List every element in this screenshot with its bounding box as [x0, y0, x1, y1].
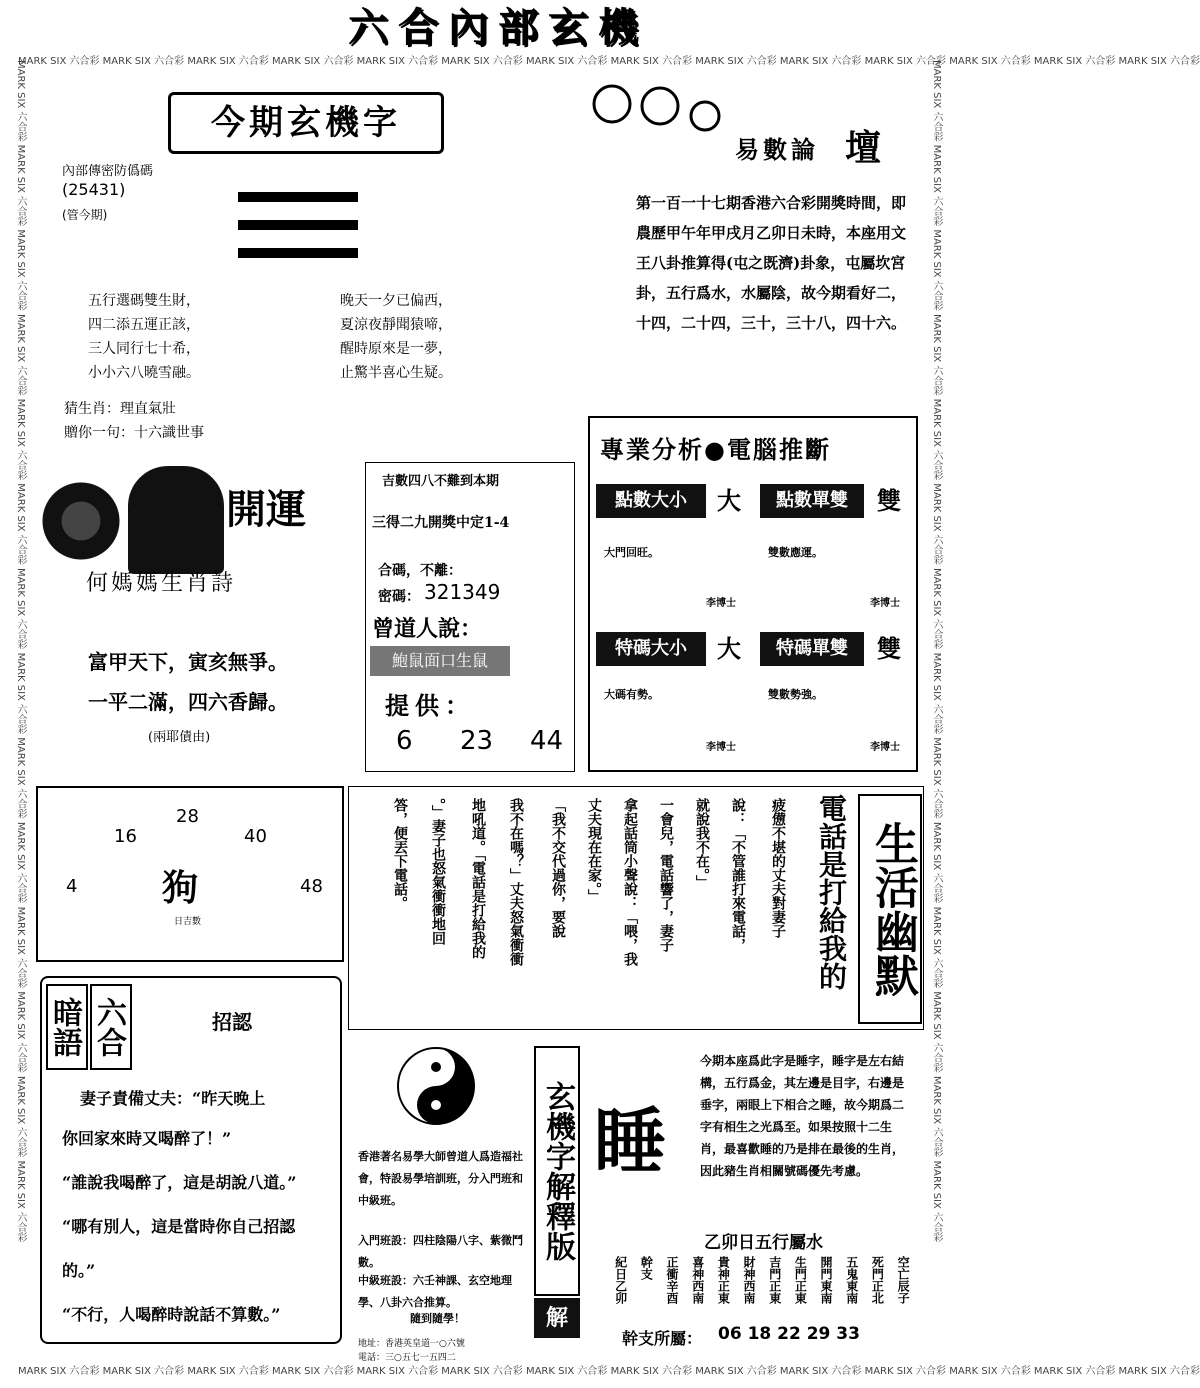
- anyu-line: “哪有別人，這是當時你自己招認: [62, 1217, 296, 1236]
- poem2-line2: 一平二滿，四六香歸。: [88, 690, 288, 714]
- anyu-line: 的。”: [62, 1261, 96, 1280]
- left-border-strip: MARK SIX 六合彩 MARK SIX 六合彩 MARK SIX 六合彩 MARK SIX 六合彩 MARK SIX 六合彩 MARK SIX 六合彩 MARK SIX 六合彩 MARK SIX 六合彩 MARK SIX 六合彩 MARK SIX 六合彩 MARK SIX 六合彩 MARK SIX 六合彩 MARK SIX 六合彩 MARK SIX 六合彩: [15, 60, 26, 1243]
- portrait-image: [128, 466, 224, 574]
- xuanji-vertical-title: 玄機字解釋版: [534, 1046, 580, 1296]
- banner-today-word: 今期玄機字: [168, 92, 444, 154]
- almanac-head: 死門: [870, 1256, 885, 1280]
- luck-caption: 日吉數: [174, 917, 202, 927]
- bottom-border-strip: MARK SIX 六合彩 MARK SIX 六合彩 MARK SIX 六合彩 MARK SIX 六合彩 MARK SIX 六合彩 MARK SIX 六合彩 MARK SIX 六合彩 MARK SIX 六合彩 MARK SIX 六合彩 MARK SIX 六合彩 MARK SIX 六合彩 MARK SIX 六合彩 MARK SIX 六合彩 MARK SIX 六合彩: [18, 1366, 1200, 1377]
- poem-left-line: 五行選碼雙生財，: [88, 293, 200, 309]
- almanac-head: 財神: [742, 1256, 757, 1280]
- almanac-column: [707, 1256, 733, 1316]
- poem-left-line: 三人同行七十希，: [88, 341, 200, 357]
- xuanji-paragraph: 今期本座爲此字是睡字，睡字是左右結構，五行爲金，其左邊是目字，右邊是垂字，兩眼上下相合之睡，故今期爲二字有相生之光爲至。如果按照十二生肖，最喜歡睡的乃是排在最後的生肖，因此豬生肖相關號碼優先考慮。: [700, 1054, 905, 1178]
- poem-left-line: 四二添五運正該，: [88, 317, 200, 333]
- master-address: [358, 1336, 465, 1349]
- almanac-head: 正衝: [665, 1256, 680, 1280]
- luck-zodiac: 狗: [162, 867, 199, 909]
- analysis-comment: 雙數應運。: [768, 546, 823, 559]
- master-address-label: 地址：: [358, 1339, 386, 1349]
- right-border-strip: MARK SIX 六合彩 MARK SIX 六合彩 MARK SIX 六合彩 MARK SIX 六合彩 MARK SIX 六合彩 MARK SIX 六合彩 MARK SIX 六合彩 MARK SIX 六合彩 MARK SIX 六合彩 MARK SIX 六合彩 MARK SIX 六合彩 MARK SIX 六合彩 MARK SIX 六合彩 MARK SIX 六合彩: [931, 60, 942, 1243]
- ganzhi-label: 幹支所屬：: [622, 1329, 703, 1348]
- analysis-value: 大: [717, 486, 741, 515]
- tips-line2: 三得二九開獎中定1-4: [372, 515, 510, 531]
- master-ru: 入門班設：四柱陰陽八字、紫微鬥數。: [358, 1234, 523, 1269]
- anyu-line: 妻子責備丈夫：“昨天晚上: [80, 1089, 266, 1108]
- almanac-column: [758, 1256, 784, 1316]
- zeng-title: 曾道人說：: [372, 616, 483, 642]
- luck-number: 48: [300, 876, 323, 897]
- analysis-panel: [588, 416, 918, 772]
- humor-column: 拿起話筒小聲說：「喂，我: [622, 798, 638, 966]
- luck-number: 16: [114, 826, 137, 847]
- almanac-column: [681, 1256, 707, 1316]
- almanac-val: 西南: [742, 1280, 757, 1304]
- gift-phrase: 贈你一句：十六識世事: [64, 425, 204, 441]
- almanac-column: [835, 1256, 861, 1316]
- master-address-value: 香港英皇道一○六號: [385, 1339, 465, 1349]
- emblem-icon: [36, 476, 126, 566]
- humor-column: 「我不交代過你，要說: [550, 798, 566, 938]
- anyu-line: “誰說我喝醉了，這是胡說八道。”: [62, 1173, 297, 1192]
- poem-right-line: 止驚半喜心生疑。: [340, 365, 452, 381]
- portrait-side-text: 開運: [226, 486, 306, 533]
- almanac-val: 西南: [690, 1280, 705, 1304]
- poem-right-line: 醒時原來是一夢，: [340, 341, 452, 357]
- analysis-comment: 大門回旺。: [604, 546, 659, 559]
- almanac-val: 辛酉: [665, 1280, 680, 1304]
- almanac-table: [604, 1256, 912, 1316]
- analysis-sign: 李博士: [706, 742, 736, 753]
- analysis-sign: 李博士: [870, 742, 900, 753]
- analysis-label: 點數大小: [596, 484, 706, 518]
- master-welcome: 隨到隨學！: [410, 1312, 465, 1325]
- anyu-line: 你回家來時又喝醉了！”: [62, 1129, 232, 1148]
- humor-column: 我不在嗎？」丈夫怒氣衝衝: [508, 798, 524, 966]
- almanac-head: 五鬼: [844, 1256, 859, 1280]
- yishu-title: 易數論: [735, 135, 819, 164]
- xuanji-tag: 解: [534, 1298, 580, 1338]
- analysis-label: 特碼大小: [596, 632, 706, 666]
- humor-column: 答，便丟下電話。: [392, 798, 408, 910]
- humor-column: 地吼道。「電話是打給我的: [470, 798, 486, 959]
- portrait-caption: 何媽媽生肖詩: [86, 571, 237, 596]
- poem2-sign: (兩耶債由): [148, 730, 211, 745]
- top-border-strip: MARK SIX 六合彩 MARK SIX 六合彩 MARK SIX 六合彩 MARK SIX 六合彩 MARK SIX 六合彩 MARK SIX 六合彩 MARK SIX 六合彩 MARK SIX 六合彩 MARK SIX 六合彩 MARK SIX 六合彩 MARK SIX 六合彩 MARK SIX 六合彩 MARK SIX 六合彩 MARK SIX 六合彩: [18, 56, 1200, 67]
- xuanji-big-char: 睡: [594, 1099, 667, 1184]
- coin-ornament-icon: [590, 82, 720, 142]
- yin-yang-icon: [396, 1046, 476, 1126]
- analysis-sign: 李博士: [870, 598, 900, 609]
- almanac-head: 貴神: [716, 1256, 731, 1280]
- poem-left-line: 小小六八曉雪融。: [88, 365, 200, 381]
- almanac-column: [655, 1256, 681, 1316]
- almanac-val: 正北: [870, 1280, 885, 1304]
- almanac-head: 幹支: [639, 1256, 654, 1280]
- yishu-paragraph: 第一百一十七期香港六合彩開獎時間，即農歷甲午年甲戌月乙卯日未時，本座用文王八卦推算得(屯之既濟)卦象，屯屬坎宮卦，五行爲水，水屬陰，故今期看好二，十四，二十四，三十，三十八，四十六。: [636, 194, 907, 332]
- master-zhong: 中級班設：六壬神課、玄空地理學、八卦六合推算。: [358, 1274, 512, 1309]
- humor-title: 生活幽默: [858, 794, 922, 1024]
- anti-fake-code: (25431): [62, 180, 126, 199]
- hidden-word-graphic: [238, 178, 358, 258]
- humor-column: 疲憊不堪的丈夫對妻子: [770, 798, 786, 938]
- almanac-val: 乙卯: [613, 1280, 628, 1304]
- humor-column: 丈夫現在在家。」: [586, 798, 602, 903]
- anti-fake-label: 內部傳密防僞碼: [62, 164, 154, 179]
- almanac-column: [604, 1256, 630, 1316]
- analysis-label: 特碼單雙: [760, 632, 864, 666]
- provide-number: 23: [460, 726, 494, 756]
- guess-zodiac: 猜生肖：理直氣壯: [64, 401, 176, 417]
- masthead-title: 六合內部玄機: [348, 4, 648, 51]
- poem-right-line: 晚天一夕已偏西，: [340, 293, 452, 309]
- humor-column: 一會兒，電話響了，妻子: [658, 798, 674, 952]
- humor-column: 。」妻子也怒氣衝衝地回: [430, 798, 446, 945]
- provide-label: 提供：: [385, 691, 475, 720]
- analysis-value: 雙: [877, 486, 901, 515]
- analysis-title: 專業分析●電腦推斷: [600, 435, 831, 464]
- poem2-line1: 富甲天下，寅亥無爭。: [88, 650, 288, 674]
- luck-number: 28: [176, 806, 199, 827]
- provide-number: 44: [530, 726, 564, 756]
- anti-fake-note: (管今期): [62, 208, 108, 222]
- zeng-subtitle: 鮑鼠面口生鼠: [370, 646, 510, 676]
- luck-number: 4: [66, 876, 78, 897]
- almanac-val: 東南: [819, 1280, 834, 1304]
- master-phone-value: 三○五七一五四二: [385, 1353, 456, 1363]
- almanac-head: 喜神: [690, 1256, 705, 1280]
- almanac-column: [630, 1256, 656, 1316]
- tips-mi-value: 321349: [424, 580, 501, 604]
- almanac-head: 開門: [819, 1256, 834, 1280]
- almanac-column: [861, 1256, 887, 1316]
- provide-number: 6: [396, 726, 413, 756]
- analysis-sign: 李博士: [706, 598, 736, 609]
- analysis-value: 雙: [877, 634, 901, 663]
- master-text: 香港著名易學大師曾道人爲造福社會，特設易學培訓班，分入門班和中級班。: [358, 1150, 523, 1207]
- almanac-val: 正東: [767, 1280, 782, 1304]
- master-phone-label: 電話：: [358, 1353, 386, 1363]
- almanac-val: 東南: [844, 1280, 859, 1304]
- poem-right-line: 夏涼夜靜聞猿啼，: [340, 317, 452, 333]
- tips-he-label: 合碼，不離：: [378, 563, 462, 579]
- tips-mi-label: 密碼：: [378, 589, 420, 605]
- analysis-value: 大: [717, 634, 741, 663]
- almanac-column: [784, 1256, 810, 1316]
- yishu-title-side: 壇: [845, 127, 882, 169]
- anyu-label: 暗語: [46, 984, 88, 1070]
- humor-column: 說：「不管誰打來電話，: [730, 798, 746, 952]
- luck-number: 40: [244, 826, 267, 847]
- anyu-line: “不行，人喝醉時說話不算數。”: [62, 1305, 281, 1324]
- almanac-val: 正東: [793, 1280, 808, 1304]
- almanac-column: [809, 1256, 835, 1316]
- master-phone: [358, 1350, 456, 1363]
- almanac-val: 辰子: [896, 1280, 911, 1304]
- almanac-head: 紀日: [613, 1256, 628, 1280]
- almanac-head: 吉門: [767, 1256, 782, 1280]
- humor-subtitle: 電話是打給我的: [815, 794, 848, 990]
- almanac-head: 生門: [793, 1256, 808, 1280]
- tips-line1: 吉數四八不難到本期: [382, 474, 500, 489]
- ganzhi-numbers: 06 18 22 29 33: [718, 1324, 860, 1344]
- anyu-title: 招認: [212, 1010, 252, 1034]
- almanac-head: 空亡: [896, 1256, 911, 1280]
- almanac-column: [732, 1256, 758, 1316]
- humor-column: 就說我不在。」: [694, 798, 710, 889]
- almanac-val: 正東: [716, 1280, 731, 1304]
- analysis-comment: 大碼有勢。: [604, 688, 659, 701]
- almanac-title: 乙卯日五行屬水: [704, 1233, 823, 1253]
- analysis-comment: 雙數勢強。: [768, 688, 823, 701]
- analysis-label: 點數單雙: [760, 484, 864, 518]
- anyu-label2: 六合: [90, 984, 132, 1070]
- poem-left: [88, 290, 258, 386]
- almanac-column: [886, 1256, 912, 1316]
- poem-right: [340, 290, 510, 386]
